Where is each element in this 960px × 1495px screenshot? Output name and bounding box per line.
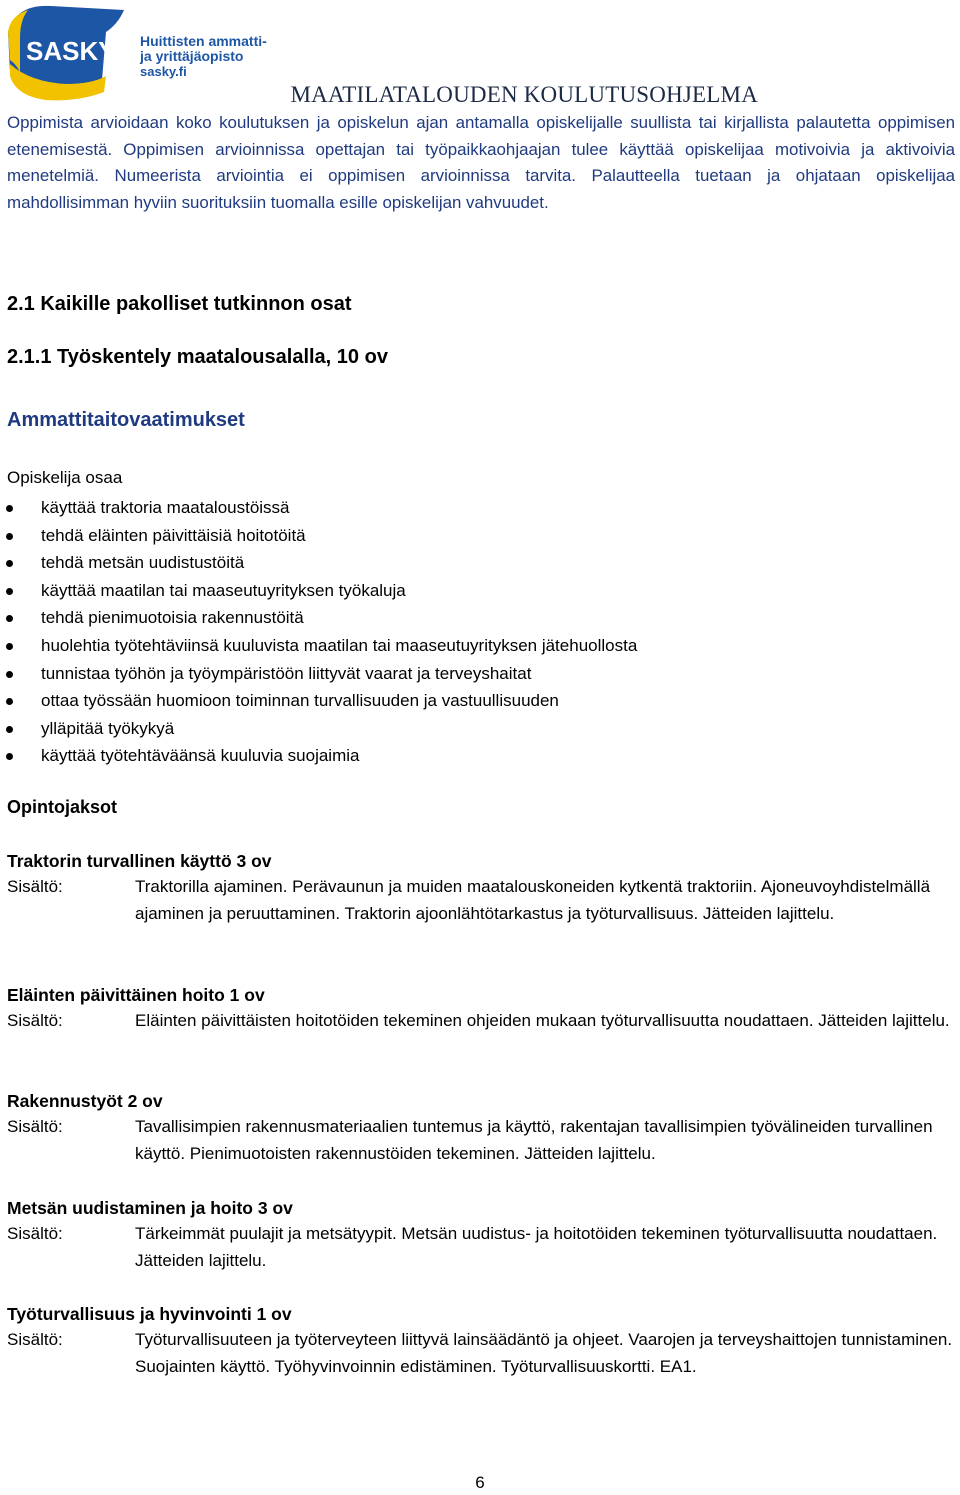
course-content: Työturvallisuuteen ja työterveyteen liittyvä lainsäädäntö ja ohjeet. Vaarojen ja terveyshaittojen tunnistaminen. Suojainten käyttö. Työhyvinvoinnin edistäminen. Työturvallisuuskortti. EA1. [135, 1330, 953, 1376]
course-content: Traktorilla ajaminen. Perävaunun ja muiden maatalouskoneiden kytkentä traktoriin. Ajoneuvoyhdistelmällä ajaminen ja peruuttaminen. Traktorin ajoonlähtötarkastus ja työturvallisuus. Jätteiden lajittelu. [135, 877, 931, 923]
content-label: Sisältö: [7, 1224, 63, 1243]
sasky-logo [6, 2, 128, 102]
list-item [0, 660, 637, 688]
course-block [7, 982, 955, 1035]
subsection-heading: 2.1.1 Työskentely maatalousalalla, 10 ov [7, 346, 388, 368]
page-number: 6 [475, 1473, 485, 1492]
skill-text: huolehtia työtehtäviinsä kuuluvista maatilan tai maaseutuyrityksen jätehuollosta [41, 635, 638, 655]
program-title: MAATILATALOUDEN KOULUTUSOHJELMA [290, 82, 758, 107]
course-block [7, 1301, 955, 1380]
org-name [140, 34, 267, 79]
bullet-icon [6, 588, 13, 595]
org-name-line-1: Huittisten ammatti- [140, 33, 267, 49]
skill-text: tehdä eläinten päivittäisiä hoitotöitä [41, 525, 306, 545]
content-label: Sisältö: [7, 1011, 63, 1030]
bullet-icon [6, 643, 13, 650]
requirements-heading: Ammattitaitovaatimukset [7, 409, 245, 431]
course-content-row [7, 1327, 955, 1380]
list-item [0, 577, 637, 605]
course-title: Eläinten päivittäinen hoito 1 ov [7, 985, 265, 1005]
skill-text: ottaa työssään huomioon toiminnan turvallisuuden ja vastuullisuuden [41, 691, 559, 711]
course-content-row [7, 874, 955, 927]
list-item [0, 632, 637, 660]
list-item [0, 687, 637, 715]
skill-text: tehdä pienimuotoisia rakennustöitä [41, 608, 304, 628]
org-name-line-2: ja yrittäjäopisto [140, 48, 244, 64]
content-label: Sisältö: [7, 1330, 63, 1349]
page-header [0, 0, 960, 108]
logo-wordmark: SASKY [26, 36, 116, 66]
skills-intro: Opiskelija osaa [7, 468, 123, 487]
section-heading: 2.1 Kaikille pakolliset tutkinnon osat [7, 293, 352, 315]
bullet-icon [6, 615, 13, 622]
course-content-row [7, 1008, 955, 1035]
course-title: Traktorin turvallinen käyttö 3 ov [7, 851, 272, 871]
list-item [0, 742, 637, 770]
org-url: sasky.fi [140, 64, 187, 79]
bullet-icon [6, 726, 13, 733]
bullet-icon [6, 753, 13, 760]
bullet-icon [6, 505, 13, 512]
bullet-icon [6, 533, 13, 540]
course-title: Metsän uudistaminen ja hoito 3 ov [7, 1198, 293, 1218]
intro-paragraph: Oppimista arvioidaan koko koulutuksen ja opiskelun ajan antamalla opiskelijalle suullista tai kirjallista palautetta oppimisen etenemisestä. Oppimisen arvioinnissa opettajan tai työpaikkaohjaajan tulee käyttää opiskelijaa motivoivia ja aktivoivia menetelmiä. Numeerista arviointia ei oppimisen arvioinnissa tarvita. Palautteella tuetaan ja ohjataan opiskelijaa mahdollisimman hyviin suorituksiin tuomalla esille opiskelijan vahvuudet. [7, 113, 955, 213]
course-content-row [7, 1221, 955, 1274]
skills-list [0, 494, 637, 770]
list-item [0, 494, 637, 522]
list-item [0, 549, 637, 577]
skill-text: tehdä metsän uudistustöitä [41, 553, 245, 573]
course-title: Rakennustyöt 2 ov [7, 1091, 163, 1111]
skill-text: käyttää traktoria maataloustöissä [41, 498, 290, 517]
course-content-row [7, 1114, 955, 1167]
bullet-icon [6, 671, 13, 678]
skill-text: tunnistaa työhön ja työympäristöön liittyvät vaarat ja terveyshaitat [41, 663, 532, 683]
course-title: Työturvallisuus ja hyvinvointi 1 ov [7, 1304, 292, 1324]
skill-text: ylläpitää työkykyä [41, 718, 175, 738]
content-label: Sisältö: [7, 877, 63, 896]
course-content: Eläinten päivittäisten hoitotöiden tekeminen ohjeiden mukaan työturvallisuutta noudattaen. Jätteiden lajittelu. [135, 1011, 950, 1030]
course-content: Tärkeimmät puulajit ja metsätyypit. Metsän uudistus- ja hoitotöiden tekeminen työturvallisuutta noudattaen. Jätteiden lajittelu. [135, 1224, 938, 1270]
course-content: Tavallisimpien rakennusmateriaalien tuntemus ja käyttö, rakentajan tavallisimpien työvälineiden turvallinen käyttö. Pienimuotoisten rakennustöiden tekeminen. Jätteiden lajittelu. [135, 1117, 933, 1163]
skill-text: käyttää maatilan tai maaseutuyrityksen työkaluja [41, 580, 406, 600]
course-block [7, 848, 955, 927]
list-item [0, 604, 637, 632]
list-item [0, 522, 637, 550]
course-block [7, 1195, 955, 1274]
course-block [7, 1088, 955, 1167]
list-item [0, 715, 637, 743]
courses-heading: Opintojaksot [7, 797, 118, 817]
bullet-icon [6, 698, 13, 705]
skill-text: käyttää työtehtäväänsä kuuluvia suojaimia [41, 746, 360, 766]
content-label: Sisältö: [7, 1117, 63, 1136]
bullet-icon [6, 560, 13, 567]
